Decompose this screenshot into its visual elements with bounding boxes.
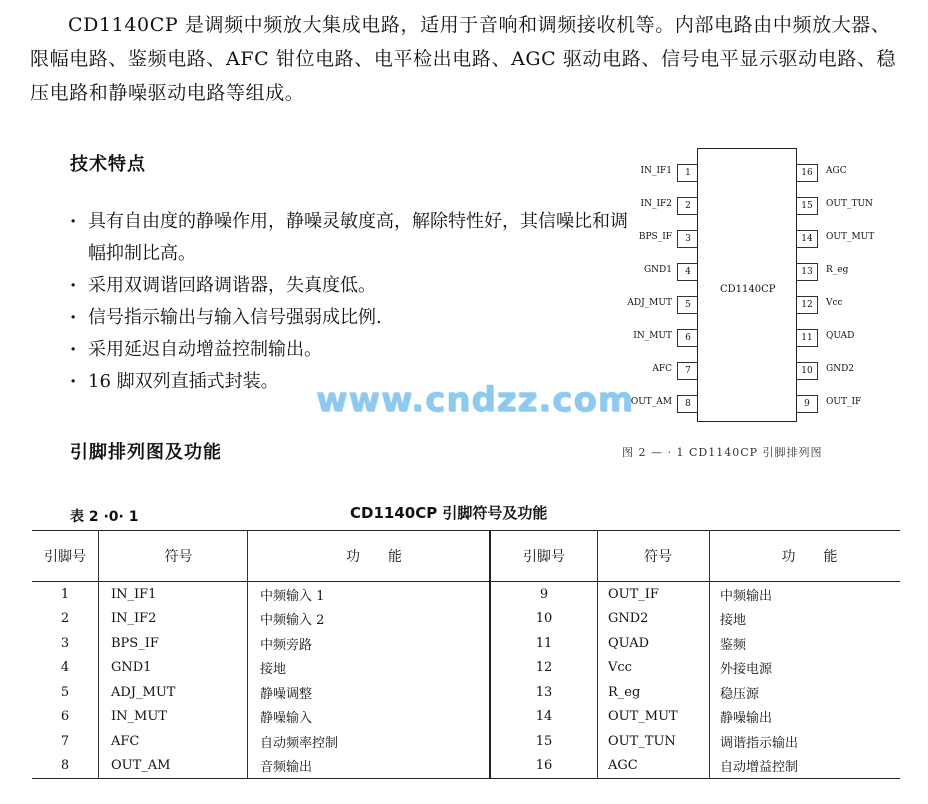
pin-label-left: IN_MUT	[633, 331, 672, 341]
pin-number-right: 9	[797, 395, 818, 413]
pin-number-left: 2	[677, 197, 698, 215]
table-row	[32, 607, 900, 632]
feature-item: · 采用延迟自动增益控制输出。	[70, 334, 630, 366]
pin-number-right: 16	[797, 164, 818, 182]
table-cell: GND1	[99, 656, 248, 681]
table-cell: 8	[32, 754, 99, 779]
table-cell: 11	[490, 631, 598, 656]
pin-label-right: R_eg	[826, 265, 849, 275]
table-cell: 7	[60, 733, 70, 749]
feature-item: · 具有自由度的静噪作用，静噪灵敏度高，解除特性好，其信噪比和调幅抑制比高。	[70, 206, 630, 270]
col-header: 功 能	[248, 531, 491, 582]
watermark: www.cndzz.com	[316, 380, 635, 420]
pin-label-left: IN_IF1	[640, 166, 672, 176]
table-cell: 接地	[248, 656, 491, 681]
feature-item: · 信号指示输出与输入信号强弱成比例.	[70, 302, 630, 334]
table-cell: 3	[60, 635, 70, 651]
pin-label-left: ADJ_MUT	[627, 298, 672, 308]
table-cell: OUT_AM	[99, 754, 248, 779]
col-header: 功 能	[710, 531, 901, 582]
pin-number-right: 10	[797, 362, 818, 380]
table-title: CD1140CP 引脚符号及功能	[350, 504, 548, 522]
table-cell: 15	[490, 729, 598, 754]
pin-number-left: 7	[677, 362, 698, 380]
table-cell: 13	[490, 680, 598, 705]
table-cell: 5	[60, 684, 70, 700]
table-cell: 4	[60, 660, 70, 676]
table-cell: OUT_MUT	[598, 705, 710, 730]
pin-number-right: 12	[797, 296, 818, 314]
table-cell: 中频输入 1	[248, 582, 491, 607]
pin-number-right: 15	[797, 197, 818, 215]
table-cell: OUT_IF	[598, 582, 710, 607]
pin-label-left: BPS_IF	[638, 232, 672, 242]
pin-number-right: 14	[797, 230, 818, 248]
table-row	[32, 582, 900, 607]
table-row	[32, 656, 900, 681]
table-cell: 稳压源	[710, 680, 901, 705]
features-list	[70, 206, 630, 398]
pin-number-right: 11	[797, 329, 818, 347]
pin-label-right: OUT_MUT	[826, 232, 875, 242]
table-label: 表 2 ·0· 1	[70, 509, 139, 525]
table-cell: 16	[490, 754, 598, 779]
intro-paragraph: CD1140CP 是调频中频放大集成电路，适用于音响和调频接收机等。内部电路由中频放大器、限幅电路、鉴频电路、AFC 钳位电路、电平检出电路、AGC 驱动电路、信号电平显示驱动电路、稳压电路和静噪驱动电路等组成。	[30, 14, 897, 104]
col-header: 符号	[598, 531, 710, 582]
pinout-heading: 引脚排列图及功能	[70, 442, 222, 463]
table-cell: AGC	[598, 754, 710, 779]
feature-item: · 采用双调谐回路调谐器，失真度低。	[70, 270, 630, 302]
col-header: 符号	[99, 531, 248, 582]
features-heading: 技术特点	[70, 154, 146, 175]
table-row	[32, 680, 900, 705]
pin-number-right: 13	[797, 263, 818, 281]
pin-number-left: 4	[677, 263, 698, 281]
table-cell: 中频输入 2	[248, 607, 491, 632]
table-cell: 9	[490, 582, 598, 607]
pin-label-left: AFC	[652, 364, 672, 374]
table-cell: BPS_IF	[99, 631, 248, 656]
pin-function-table	[32, 530, 900, 779]
table-cell: 静噪输入	[248, 705, 491, 730]
pin-number-left: 1	[677, 164, 698, 182]
table-header-row	[32, 531, 900, 582]
table-cell: 10	[490, 607, 598, 632]
diagram-caption: 图 2 — · 1 CD1140CP 引脚排列图	[622, 446, 823, 459]
pin-label-right: QUAD	[826, 331, 855, 341]
table-cell: 6	[60, 709, 70, 725]
table-cell: R_eg	[598, 680, 710, 705]
pin-number-left: 6	[677, 329, 698, 347]
col-header: 引脚号	[490, 531, 598, 582]
table-cell: 静噪调整	[248, 680, 491, 705]
table-cell: IN_MUT	[99, 705, 248, 730]
feature-item: · 16 脚双列直插式封装。	[70, 366, 630, 398]
table-cell: 外接电源	[710, 656, 901, 681]
table-cell: 接地	[710, 607, 901, 632]
table-cell: OUT_TUN	[598, 729, 710, 754]
pin-label-right: AGC	[826, 166, 847, 176]
table-cell: 音频输出	[248, 754, 491, 779]
table-row	[32, 729, 900, 754]
table-cell: 自动增益控制	[710, 754, 901, 779]
table-cell: 中频旁路	[248, 631, 491, 656]
table-cell: 2	[60, 611, 70, 627]
pin-label-right: GND2	[826, 364, 855, 374]
table-row	[32, 631, 900, 656]
chip-label: CD1140CP	[720, 284, 776, 295]
table-cell: 鉴频	[710, 631, 901, 656]
table-cell: 静噪输出	[710, 705, 901, 730]
table-cell: GND2	[598, 607, 710, 632]
col-header: 引脚号	[32, 531, 99, 582]
table-cell: AFC	[99, 729, 248, 754]
table-cell: QUAD	[598, 631, 710, 656]
pin-number-left: 5	[677, 296, 698, 314]
table-row	[32, 754, 900, 779]
pin-label-left: IN_IF2	[640, 199, 672, 209]
table-cell: IN_IF1	[99, 582, 248, 607]
table-cell: 自动频率控制	[248, 729, 491, 754]
table-cell: 12	[490, 656, 598, 681]
pin-label-right: OUT_IF	[826, 397, 862, 407]
table-row	[32, 705, 900, 730]
pin-label-right: Vcc	[826, 298, 843, 308]
table-cell: ADJ_MUT	[99, 680, 248, 705]
table-cell: 14	[490, 705, 598, 730]
table-cell: 1	[60, 586, 70, 602]
table-cell: IN_IF2	[99, 607, 248, 632]
pin-label-left: GND1	[643, 265, 672, 275]
pin-number-left: 3	[677, 230, 698, 248]
pin-number-left: 8	[677, 395, 698, 413]
table-cell: 中频输出	[710, 582, 901, 607]
pin-label-right: OUT_TUN	[826, 199, 873, 209]
table-cell: Vcc	[598, 656, 710, 681]
pin-label-left: OUT_AM	[630, 397, 672, 407]
table-cell: 调谐指示输出	[710, 729, 901, 754]
